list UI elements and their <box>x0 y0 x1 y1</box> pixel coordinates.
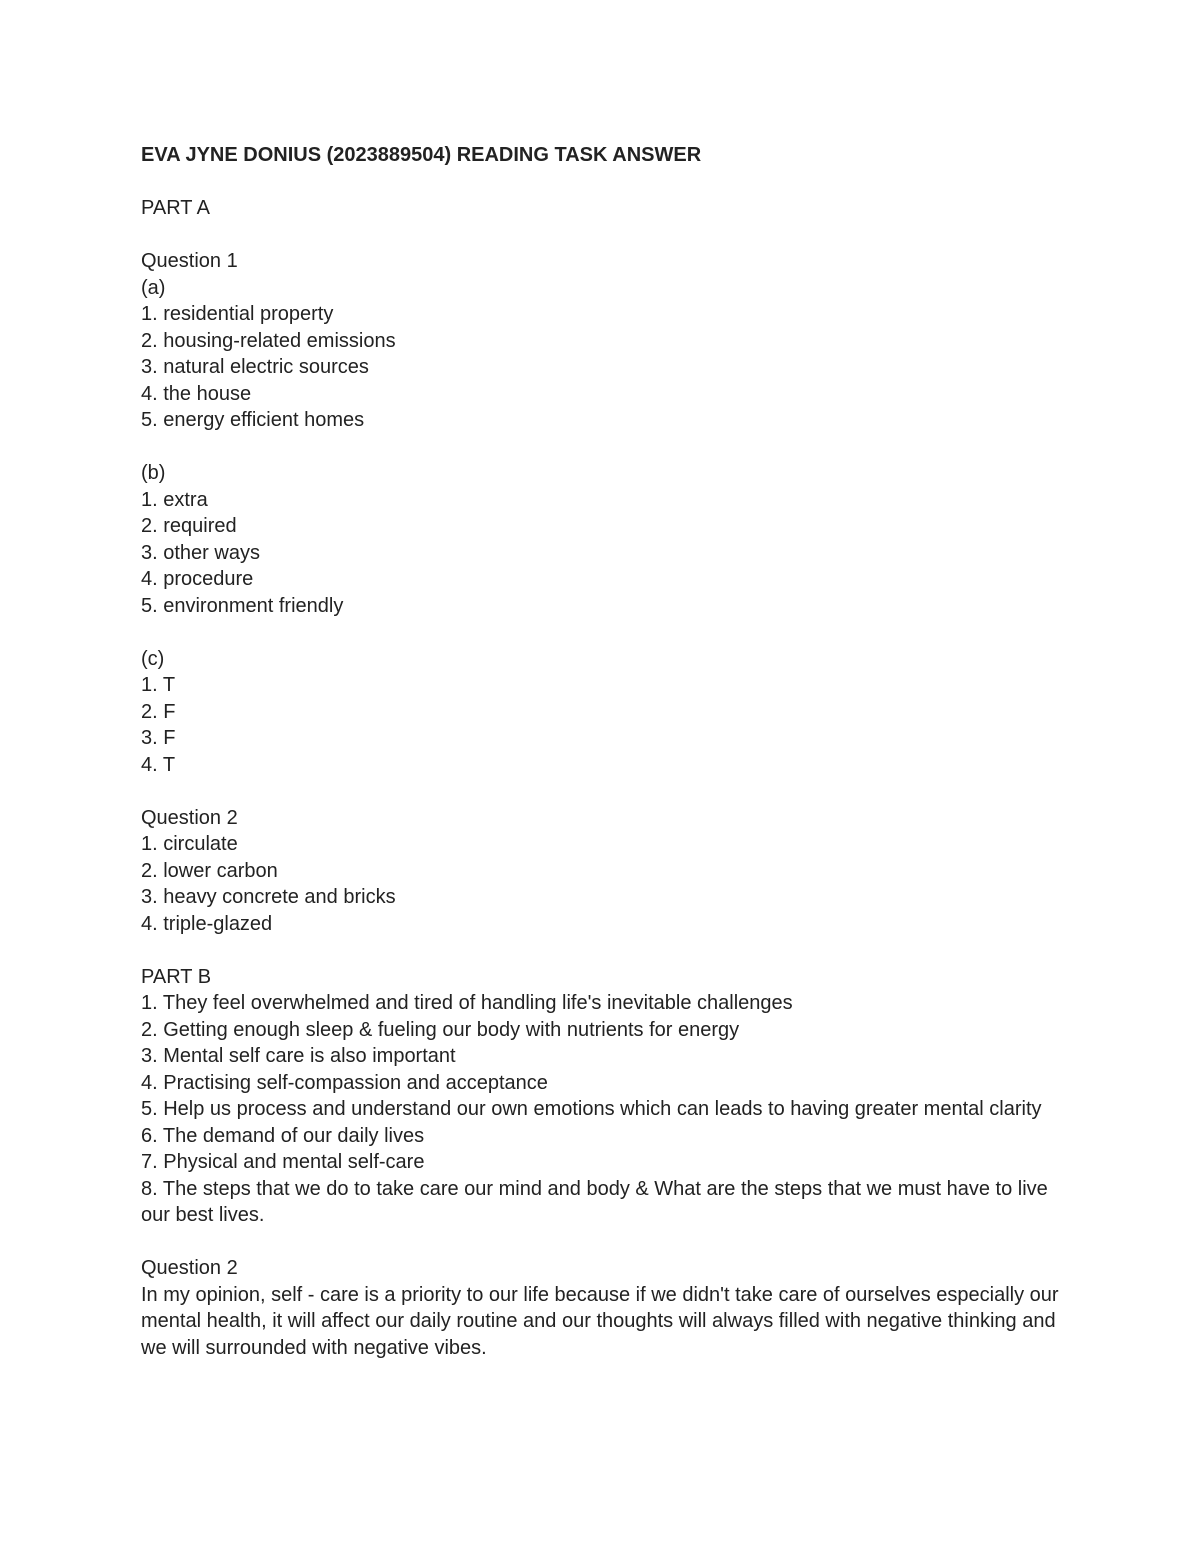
answer-item: 1. They feel overwhelmed and tired of handling life's inevitable challenges <box>141 992 793 1014</box>
answer-item: 4. the house <box>141 382 252 405</box>
answer-item: 5. Help us process and understand our own emotions which can leads to having greater mental clarity <box>141 1098 1042 1120</box>
answer-item: 7. Physical and mental self-care <box>141 1151 425 1173</box>
answer-item: 2. required <box>141 515 237 537</box>
section-b-label: (b) <box>141 462 166 484</box>
answer-item: 5. environment friendly <box>141 594 344 617</box>
opinion-paragraph: In my opinion, self - care is a priority to our life because if we didn't take care of ourselves especially our mental health, it will affect our daily routine and our thoughts will always filled with negative thinking and we will surrounded with negative vibes. <box>141 1283 1059 1359</box>
answer-item: 1. residential property <box>141 303 334 325</box>
spacer <box>141 434 1071 461</box>
answer-item: 8. The steps that we do to take care our mind and body & What are the steps that we must have to live our best lives. <box>141 1177 1054 1226</box>
answer-item: 1. T <box>141 674 176 696</box>
question-1-heading: Question 1 <box>141 250 238 272</box>
answer-item: 4. triple-glazed <box>141 912 273 935</box>
answer-item: 2. F <box>141 700 176 723</box>
answer-item: 6. The demand of our daily lives <box>141 1124 425 1147</box>
answer-item: 1. extra <box>141 488 208 511</box>
answer-item: 3. F <box>141 727 176 749</box>
spacer <box>141 222 1071 249</box>
part-a-heading: PART A <box>141 197 210 219</box>
answer-item: 3. natural electric sources <box>141 356 369 378</box>
section-c-label: (c) <box>141 647 165 670</box>
part-b-heading: PART B <box>141 965 212 988</box>
answer-item: 4. procedure <box>141 568 254 590</box>
answer-item: 1. circulate <box>141 833 238 855</box>
document-title: EVA JYNE DONIUS (2023889504) READING TASK ANSWER <box>141 144 702 166</box>
question-2-heading: Question 2 <box>141 806 238 829</box>
spacer <box>141 778 1071 805</box>
document-page <box>141 142 1071 1361</box>
answer-item: 2. housing-related emissions <box>141 329 396 352</box>
answer-item: 2. lower carbon <box>141 859 278 882</box>
answer-item: 3. other ways <box>141 541 260 564</box>
section-a-label: (a) <box>141 276 166 299</box>
answer-item: 3. heavy concrete and bricks <box>141 886 396 908</box>
answer-item: 5. energy efficient homes <box>141 409 365 431</box>
answer-item: 2. Getting enough sleep & fueling our body with nutrients for energy <box>141 1018 740 1041</box>
spacer <box>141 1229 1071 1256</box>
spacer <box>141 937 1071 964</box>
part-b-question-2-heading: Question 2 <box>141 1257 238 1279</box>
answer-item: 3. Mental self care is also important <box>141 1045 456 1067</box>
spacer <box>141 169 1071 196</box>
spacer <box>141 619 1071 646</box>
answer-item: 4. Practising self-compassion and acceptance <box>141 1071 548 1094</box>
answer-item: 4. T <box>141 753 176 776</box>
